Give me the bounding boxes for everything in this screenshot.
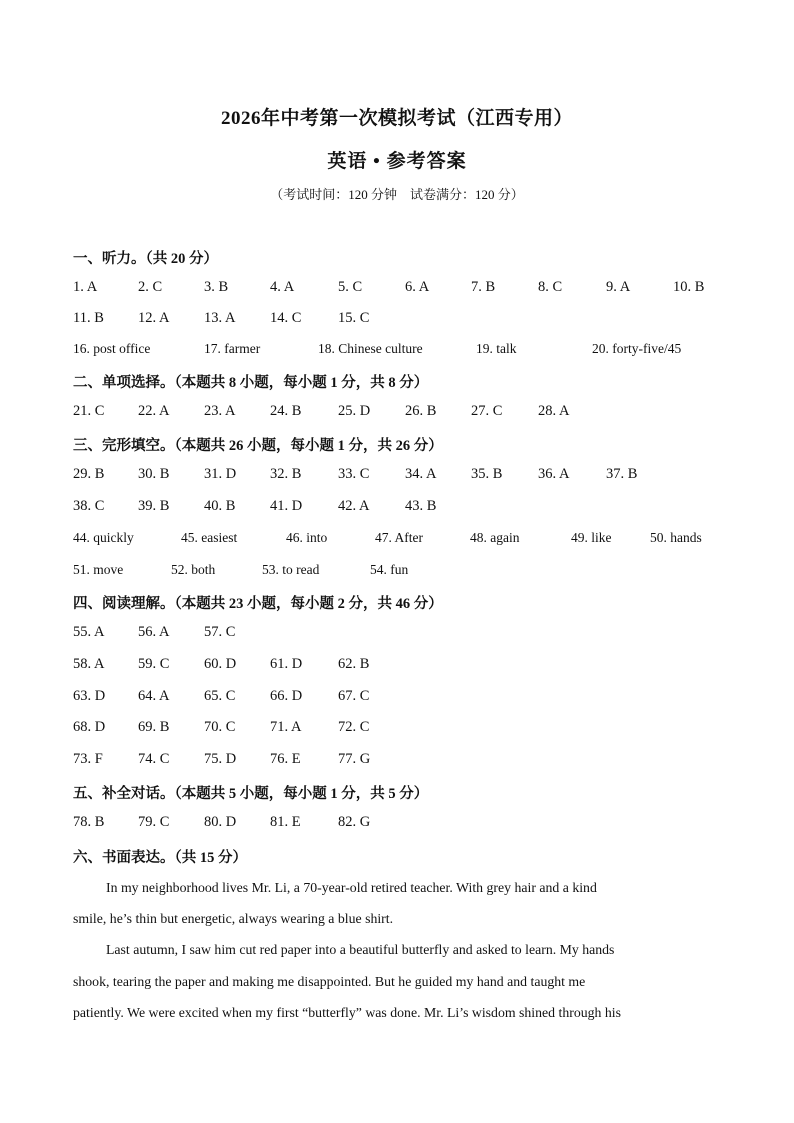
- answer-item: 11. B: [73, 310, 104, 326]
- answer-item: 40. B: [204, 498, 236, 514]
- section-heading: 二、单项选择。（本题共 8 小题，每小题 1 分，共 8 分）: [73, 375, 429, 391]
- answer-item: 53. to read: [262, 562, 320, 577]
- answer-item: 80. D: [204, 814, 237, 830]
- answer-item: 46. into: [286, 530, 328, 545]
- section-heading: 一、听力。（共 20 分）: [73, 251, 218, 267]
- answer-item: 22. A: [138, 403, 170, 419]
- answer-item: 78. B: [73, 814, 105, 830]
- answer-item: 55. A: [73, 624, 105, 640]
- answer-item: 64. A: [138, 688, 170, 704]
- answer-item: 51. move: [73, 562, 124, 577]
- answer-item: 27. C: [471, 403, 503, 419]
- essay-line: Last autumn, I saw him cut red paper into a beautiful butterfly and asked to learn. My hands: [106, 942, 615, 957]
- answer-item: 2. C: [138, 279, 163, 295]
- answer-item: 7. B: [471, 279, 496, 295]
- answer-item: 3. B: [204, 279, 229, 295]
- answer-item: 20. forty-five/45: [592, 341, 682, 356]
- answer-item: 17. farmer: [204, 341, 261, 356]
- answer-item: 69. B: [138, 719, 170, 735]
- answer-item: 75. D: [204, 751, 237, 767]
- answer-item: 28. A: [538, 403, 570, 419]
- answer-item: 70. C: [204, 719, 236, 735]
- answer-item: 76. E: [270, 751, 301, 767]
- answer-item: 72. C: [338, 719, 370, 735]
- answer-item: 19. talk: [476, 341, 517, 356]
- answer-item: 6. A: [405, 279, 430, 295]
- answer-item: 74. C: [138, 751, 170, 767]
- answer-item: 48. again: [470, 530, 520, 545]
- answer-item: 45. easiest: [181, 530, 238, 545]
- answer-item: 35. B: [471, 466, 503, 482]
- answer-item: 59. C: [138, 656, 170, 672]
- section-heading: 三、完形填空。（本题共 26 小题，每小题 1 分，共 26 分）: [73, 438, 443, 454]
- answer-item: 65. C: [204, 688, 236, 704]
- section-heading: 六、书面表达。（共 15 分）: [73, 850, 247, 866]
- answer-item: 4. A: [270, 279, 295, 295]
- answer-item: 13. A: [204, 310, 236, 326]
- answer-item: 81. E: [270, 814, 301, 830]
- exam-info: （考试时间：120 分钟 试卷满分：120 分）: [270, 187, 524, 202]
- answer-item: 39. B: [138, 498, 170, 514]
- answer-item: 5. C: [338, 279, 363, 295]
- answer-item: 37. B: [606, 466, 638, 482]
- answer-item: 47. After: [375, 530, 423, 545]
- answer-item: 63. D: [73, 688, 106, 704]
- essay-line: In my neighborhood lives Mr. Li, a 70-year-old retired teacher. With grey hair and a kind: [106, 880, 597, 895]
- answer-item: 9. A: [606, 279, 631, 295]
- answer-item: 60. D: [204, 656, 237, 672]
- answer-item: 31. D: [204, 466, 237, 482]
- answer-item: 30. B: [138, 466, 170, 482]
- answer-item: 14. C: [270, 310, 302, 326]
- answer-item: 10. B: [673, 279, 705, 295]
- answer-item: 79. C: [138, 814, 170, 830]
- answer-item: 56. A: [138, 624, 170, 640]
- section-heading: 五、补全对话。（本题共 5 小题，每小题 1 分，共 5 分）: [73, 786, 429, 802]
- answer-item: 42. A: [338, 498, 370, 514]
- answer-item: 68. D: [73, 719, 106, 735]
- answer-item: 32. B: [270, 466, 302, 482]
- answer-item: 71. A: [270, 719, 302, 735]
- answer-item: 18. Chinese culture: [318, 341, 423, 356]
- answer-item: 8. C: [538, 279, 563, 295]
- answer-item: 67. C: [338, 688, 370, 704]
- answer-item: 24. B: [270, 403, 302, 419]
- answer-item: 29. B: [73, 466, 105, 482]
- answer-item: 57. C: [204, 624, 236, 640]
- answer-item: 73. F: [73, 751, 103, 767]
- answer-item: 34. A: [405, 466, 437, 482]
- document-title: 2026年中考第一次模拟考试（江西专用）: [220, 108, 573, 129]
- answer-item: 61. D: [270, 656, 303, 672]
- answer-item: 66. D: [270, 688, 303, 704]
- answer-item: 50. hands: [650, 530, 702, 545]
- answer-item: 36. A: [538, 466, 570, 482]
- answer-item: 44. quickly: [73, 530, 134, 545]
- answer-item: 41. D: [270, 498, 303, 514]
- answer-item: 49. like: [571, 530, 612, 545]
- answer-item: 77. G: [338, 751, 371, 767]
- essay-line: smile, he’s thin but energetic, always wearing a blue shirt.: [73, 911, 394, 926]
- section-heading: 四、阅读理解。（本题共 23 小题，每小题 2 分，共 46 分）: [73, 596, 443, 612]
- answer-item: 26. B: [405, 403, 437, 419]
- answer-item: 21. C: [73, 403, 105, 419]
- answer-item: 1. A: [73, 279, 98, 295]
- answer-item: 54. fun: [370, 562, 409, 577]
- answer-item: 33. C: [338, 466, 370, 482]
- answer-item: 12. A: [138, 310, 170, 326]
- answer-item: 82. G: [338, 814, 371, 830]
- answer-item: 16. post office: [73, 341, 151, 356]
- answer-item: 43. B: [405, 498, 437, 514]
- essay-line: patiently. We were excited when my first “butterfly” was done. Mr. Li’s wisdom shined through his: [73, 1005, 621, 1020]
- answer-item: 38. C: [73, 498, 105, 514]
- answer-item: 15. C: [338, 310, 370, 326]
- answer-item: 52. both: [171, 562, 216, 577]
- answer-item: 25. D: [338, 403, 371, 419]
- answer-item: 62. B: [338, 656, 370, 672]
- answer-item: 23. A: [204, 403, 236, 419]
- answer-item: 58. A: [73, 656, 105, 672]
- essay-line: shook, tearing the paper and making me disappointed. But he guided my hand and taught me: [73, 974, 586, 989]
- document-subtitle: 英语 • 参考答案: [327, 151, 467, 172]
